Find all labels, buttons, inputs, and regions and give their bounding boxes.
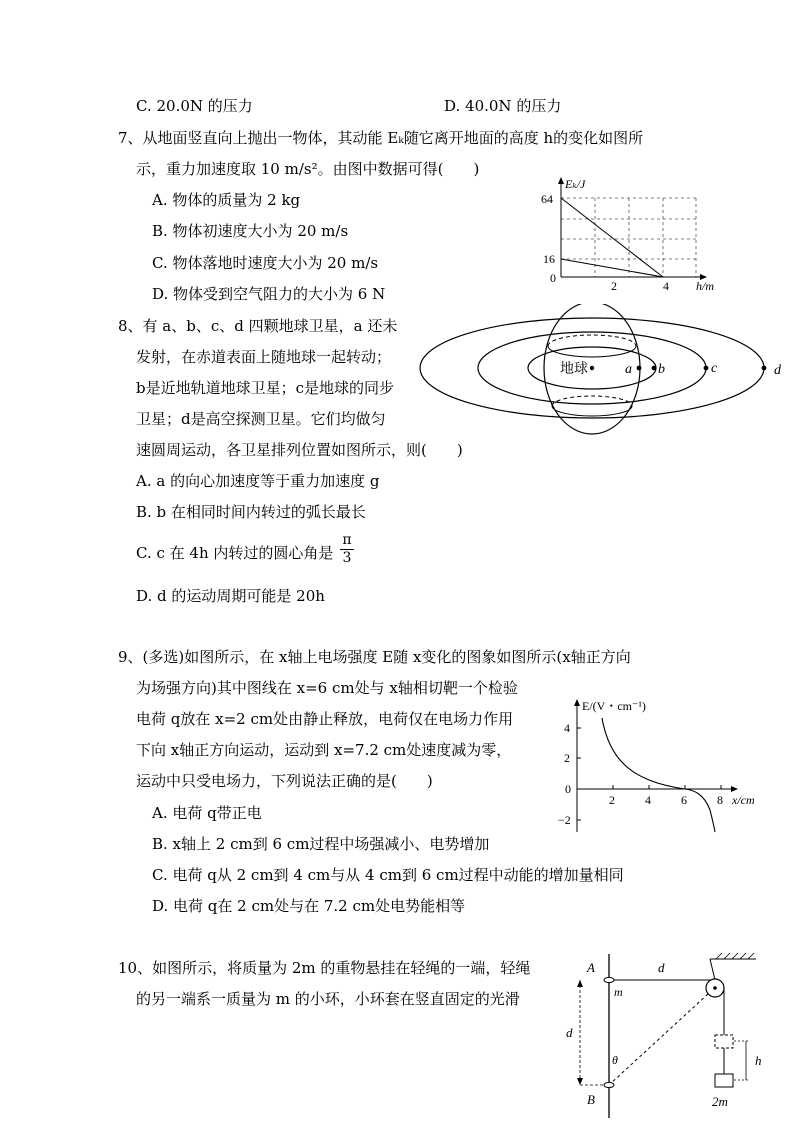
q8-stem-line1: 8、有 a、b、c、d 四颗地球卫星，a 还未 <box>118 317 398 335</box>
q8-orbit-figure <box>418 304 794 438</box>
q8-fraction-numerator: π <box>340 532 354 550</box>
label-A: A <box>587 960 595 975</box>
earth-center-dot <box>590 366 594 370</box>
q9-xtick-4: 4 <box>645 793 651 807</box>
q9-stem-line5: 运动中只受电场力，下列说法正确的是( ) <box>136 772 433 790</box>
q9-option-d: D. 电荷 q在 2 cm处与在 7.2 cm处电势能相等 <box>152 897 466 915</box>
q8-option-d: D. d 的运动周期可能是 20h <box>136 587 325 605</box>
q7-downward-line <box>561 259 663 277</box>
label-2m: 2m <box>712 1094 728 1109</box>
q9-y-label: E/(V・cm⁻¹) <box>582 699 646 713</box>
q8-stem-line5: 速圆周运动，各卫星排列位置如图所示，则( ) <box>136 441 463 459</box>
label-B: B <box>587 1092 595 1107</box>
q9-y-arrow <box>574 699 580 706</box>
q9-option-a: A. 电荷 q带正电 <box>152 804 262 822</box>
satellite-a-label: a <box>625 362 632 377</box>
label-d-top: d <box>658 960 665 975</box>
q8-stem-line2: 发射，在赤道表面上随地球一起转动； <box>136 348 392 366</box>
q7-stem-line1: 7、从地面竖直向上抛出一物体，其动能 Eₖ随它离开地面的高度 h的变化如图所 <box>118 129 644 147</box>
q9-ytick-2: 2 <box>564 751 570 765</box>
q9-ytick-4: 4 <box>564 721 570 735</box>
q9-xtick-8: 8 <box>717 793 723 807</box>
satellite-a-dot <box>637 366 642 371</box>
q9-stem-line3: 电荷 q放在 x=2 cm处由静止释放，电荷仅在电场力作用 <box>136 710 514 728</box>
q8-stem-line4: 卫星；d是高空探测卫星。它们均做匀 <box>136 410 386 428</box>
q9-stem-line1: 9、(多选)如图所示，在 x轴上电场强度 E随 x变化的图象如图所示(x轴正方向 <box>118 648 631 666</box>
q9-option-c: C. 电荷 q从 2 cm到 4 cm与从 4 cm到 6 cm过程中动能的增加量相同 <box>152 866 624 884</box>
q9-stem-line2: 为场强方向)其中图线在 x=6 cm处与 x轴相切靶一个检验 <box>136 679 518 697</box>
q7-grid <box>561 198 696 277</box>
q9-ytick-neg2: −2 <box>558 813 571 827</box>
q8-stem-line3: b是近地轨道地球卫星；c是地球的同步 <box>136 379 395 397</box>
q7-origin: 0 <box>550 271 556 285</box>
q8-option-c: C. c 在 4h 内转过的圆心角是 <box>136 544 334 562</box>
rope-dashed-to-B <box>609 994 708 1085</box>
upper-latitude-back <box>548 335 636 346</box>
pulley-axle <box>713 986 717 990</box>
q9-option-b: B. x轴上 2 cm到 6 cm过程中场强减小、电势增加 <box>152 835 490 853</box>
label-h: h <box>755 1053 762 1068</box>
q7-option-b: B. 物体初速度大小为 20 m/s <box>152 222 349 240</box>
q8-option-c-fraction <box>340 532 354 567</box>
q9-x-arrow <box>731 786 738 792</box>
weight-2m <box>715 1074 733 1087</box>
q7-stem-line2: 示，重力加速度取 10 m/s²。由图中数据可得( ) <box>136 160 480 178</box>
weight-initial-dashed <box>715 1035 733 1048</box>
q9-origin: 0 <box>565 782 571 796</box>
q7-y-label: Eₖ/J <box>565 177 586 191</box>
satellite-c-label: c <box>711 361 718 376</box>
q7-ytick-64: 64 <box>541 192 553 206</box>
pulley-support <box>710 959 715 980</box>
q9-xtick-2: 2 <box>609 793 615 807</box>
label-theta: θ <box>612 1053 618 1067</box>
satellite-d-dot <box>762 366 767 371</box>
q9-xtick-6: 6 <box>681 793 687 807</box>
q8-option-a: A. a 的向心加速度等于重力加速度 g <box>136 472 380 490</box>
q7-ytick-16: 16 <box>543 252 555 266</box>
label-d-side: d <box>566 1025 573 1040</box>
q9-e-x-graph <box>552 696 774 836</box>
q7-xtick-4: 4 <box>663 279 669 293</box>
q6-option-c: C. 20.0N 的压力 <box>136 97 253 115</box>
ring-A <box>604 977 614 982</box>
q10-stem-line1: 10、如图所示，将质量为 2m 的重物悬挂在轻绳的一端，轻绳 <box>118 959 531 977</box>
q7-option-d: D. 物体受到空气阻力的大小为 6 N <box>152 285 386 303</box>
q9-x-label: x/cm <box>732 793 755 807</box>
q7-option-a: A. 物体的质量为 2 kg <box>152 191 301 209</box>
satellite-b-label: b <box>658 362 665 377</box>
satellite-c-dot <box>704 366 709 371</box>
q8-fraction-denominator: 3 <box>342 550 352 566</box>
earth-label: 地球 <box>560 362 588 377</box>
q10-pulley-figure <box>560 948 774 1120</box>
q7-upward-line <box>561 198 663 277</box>
lower-latitude-front <box>552 406 632 416</box>
q8-option-b: B. b 在相同时间内转过的弧长最长 <box>136 503 366 521</box>
upper-latitude-front <box>548 346 636 357</box>
ring-B <box>604 1082 614 1087</box>
q7-xtick-2: 2 <box>611 279 617 293</box>
q7-y-arrow <box>558 177 564 184</box>
label-m: m <box>614 985 623 999</box>
q7-x-label: h/m <box>696 279 714 293</box>
q9-field-curve <box>602 718 715 832</box>
q7-option-c: C. 物体落地时速度大小为 20 m/s <box>152 254 379 272</box>
satellite-b-dot <box>652 366 657 371</box>
q10-stem-line2: 的另一端系一质量为 m 的小环，小环套在竖直固定的光滑 <box>136 990 520 1008</box>
q7-ek-h-graph <box>534 174 734 296</box>
q9-stem-line4: 下向 x轴正方向运动，运动到 x=7.2 cm处速度减为零， <box>136 741 512 759</box>
q6-option-d: D. 40.0N 的压力 <box>444 97 562 115</box>
satellite-d-label: d <box>774 363 781 378</box>
